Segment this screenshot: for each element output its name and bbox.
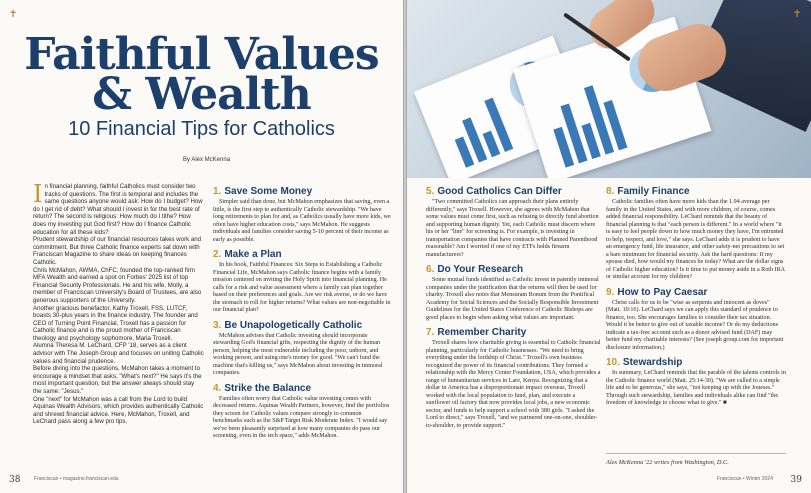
intro-paragraph: Prudent stewardship of our financial resources takes work and commitment. But three Catholic finance experts sat down with Franciscan Magazine to share ideas on keeping finances Catholic. bbox=[33, 236, 202, 266]
tip-3 bbox=[213, 320, 391, 378]
intro-paragraph: Chris McMahon, AWMA, ChFC, founded the top-ranked firm MFA Wealth and earned a spot on Forbes' 2025 list of top Financial Security Professionals. He and his wife, Molly, a member of Franciscan University's Board of Trustees, are also generous supporters of the University. bbox=[33, 266, 202, 304]
tips-column-left bbox=[213, 186, 391, 476]
tip-7 bbox=[426, 327, 601, 430]
tip-heading: 7. Remember Charity bbox=[426, 327, 527, 338]
tip-body: Families often worry that Catholic value investing comes with decreased returns. Aquinas Wealth Partners, however, find the portfolios they screen for Catholic values compare strongly to common benchmarks such as the S&P Target Risk Moderate Index. "I would say we've been pleasantly surprised at how many companies do pass our screening, even in the tech space," adds McMahon. bbox=[213, 395, 390, 439]
tip-4 bbox=[213, 383, 391, 441]
tip-body: McMahon advises that Catholic investing should incorporate stewarding God's financial gifts, respecting the dignity of the human person, helping the most vulnerable including the poor, unborn, and working person, and using one's money for good. "We can't fund the machine that's killing us," says McMahon about investing in immoral companies. bbox=[213, 332, 383, 376]
intro-paragraph: Alumna Theresa M. LeChard, CFP '18, serves as a client advisor with The Joseph Group and focuses on uniting Catholic values and financial prudence. bbox=[33, 342, 204, 365]
tip-6 bbox=[426, 264, 601, 322]
tau-cross-icon: ✝ bbox=[793, 9, 802, 20]
tip-body: Troxell shares how charitable giving is essential to Catholic financial planning, particularly for Catholic businesses. "We need to bring everything under the lordship of Christ." Troxell's own business recognized the power of its financial contributions. They formed a relationship with the Mercy Center Foundation, USA, which provides a range of humanitarian services in Lare, Kenya. Recognizing that a dollar in America has a disproportionate impact overseas, Troxell worked with the local population to fund, plan, and execute a sunflower oil factory that now provides local jobs, a new economic sector, and funds to help support a school with 380 girls. "I asked the Lord to direct," says Troxell, "and we partnered one-on-one, shoulder-to-shoulder, to provide support." bbox=[426, 340, 601, 429]
tip-heading: 3. Be Unapologetically Catholic bbox=[213, 319, 363, 331]
tips-column-right-2 bbox=[606, 186, 786, 448]
tip-heading: 1. Save Some Money bbox=[213, 186, 313, 197]
tip-body: In his book, Faithful Finances: Six Steps to Establishing a Catholic Financial Life, McMahon says Catholic finance begins with a family mission centered on inviting the Holy Spirit into financial planning. He calls for a risk and value assessment where a family can plan together based on their preferences and goals. Are we risk averse, or do we have the stomach to roll for higher returns? What values are non-negotiable in our financial plan? bbox=[213, 262, 391, 313]
tip-heading: 4. Strike the Balance bbox=[213, 382, 312, 394]
folio-right: Franciscan • Winter 2024 bbox=[717, 476, 773, 482]
tip-1 bbox=[213, 186, 391, 244]
intro-paragraph: In financial planning, faithful Catholics must consider two tracks of questions. The first is temporal and includes the same questions anyone would ask: How do I budget? How do I get rid of debt? What should I invest in for the best rate of return? The second is religious: How much do I tithe? How does my investing put God first? How do I finance Catholic education for all these kids? bbox=[33, 183, 203, 236]
financial-charts-photo bbox=[407, 0, 811, 178]
tip-heading: 6. Do Your Research bbox=[426, 264, 524, 275]
page-number-left: 38 bbox=[9, 475, 21, 485]
tau-cross-icon: ✝ bbox=[9, 9, 18, 20]
tip-body: "Two committed Catholics can approach their plans entirely differently," says Troxell. However, she agrees with McMahon that some values must come first, such as refusing to directly fund abortion and supporting human dignity. Yet, each Catholic must discern where his or her "line" for screening is. For example, is investing in transportation companies that have contracts with Planned Parenthood reasonable? Am I worried if one of my ETFs holds firearm manufacturers? bbox=[426, 199, 599, 258]
tip-body: Some mutual funds identified as Catholic invest in patently immoral companies under the justification that the returns will then be used for charity. Troxell also notes that Mensuram Bonum from the Pontifical Academy for Social Sciences and the Socially Responsible Investment Guidelines for the United States Conference of Catholic Bishops are good places to begin when asking what values are important. bbox=[426, 277, 599, 321]
byline: By Alex McKenna bbox=[183, 157, 231, 163]
tip-body: Simpler said than done, but McMahon emphasizes that saving, even a little, is the first step to authentically Catholic stewardship. "We have long retirements to plan for and, as Catholics usually have more kids, we often have higher education costs," says McMahon. He suggests individuals and families consider saving 5-10 percent of their income as early as possible. bbox=[213, 199, 391, 243]
folio-left: Franciscan • magazine.franciscan.edu bbox=[34, 476, 119, 482]
tip-heading: 2. Make a Plan bbox=[213, 249, 282, 260]
tip-10 bbox=[606, 357, 786, 408]
tip-9 bbox=[606, 287, 786, 353]
author-signoff: Alex McKenna '22 writes from Washington, D.C. bbox=[606, 459, 729, 466]
signoff-rule bbox=[606, 453, 786, 454]
tip-heading: 8. Family Finance bbox=[606, 186, 690, 197]
tip-body: In summary, LeChard reminds that the parable of the talents controls in the Catholic finance world (Matt. 25:14-30). "We are called to a simple life and to be generous," she says, "not keeping up with the Joneses." Through such stewardship, families and individuals alike can find "the freedom of knowledge to choose what to give." ■ bbox=[606, 370, 786, 406]
tip-8 bbox=[606, 186, 786, 282]
left-page bbox=[0, 0, 403, 493]
tip-heading: 10. Stewardship bbox=[606, 357, 683, 368]
intro-paragraph: Another gracious benefactor, Kathy Troxell, FSS, LUTCF, boasts 30-plus years in the finance industry. The founder and CEO of Turning Point Financial, Troxell has a passion for Catholic finance and is the proud mother of Franciscan theology and psychology sophomore, Maria Troxell. bbox=[33, 304, 198, 342]
tip-body: Catholic families often have more kids than the 1.94 average per family in the United States, and with more children, of course, comes added financial responsibility. LeChard reminds that the beauty of financial planning is that "each person is different." In a world where "it is easy to feel people down to how much money they have, I'm entrusted to help, respect, and love," she says. LeChard adds it is prudent to have an emergency fund, life insurance, and other safety-net precautions to set a bare minimum for financial security. Ask the hard questions: If my spouse died, how would my finances be today? What are the dollar signs of Catholic higher education? Is it time to put money aside in a Roth IRA or similar account for my children? bbox=[606, 199, 785, 280]
article-title-line1: Faithful Values bbox=[24, 29, 379, 80]
dropcap: I bbox=[33, 183, 43, 208]
tip-heading: 5. Good Catholics Can Differ bbox=[426, 186, 562, 197]
tip-2 bbox=[213, 249, 391, 315]
tip-5 bbox=[426, 186, 601, 259]
tip-heading: 9. How to Pay Caesar bbox=[606, 286, 708, 298]
intro-paragraph: One "next" for McMahon was a call from the Lord to build Aquinas Wealth Advisors, which provides authentically Catholic and shrewd financial advice. Here, McMahon, Troxell, and LeChard pass along a few pro tips. bbox=[33, 395, 204, 426]
intro-column bbox=[33, 183, 204, 478]
tip-body: Christ calls for us to be "wise as serpents and innocent as doves" (Matt. 10:16). LeChard says we can apply this standard of prudence to finance, too. She encourages families to consider their tax situation. Would it be better to give out of taxable income? Or do my deductions indicate a tax-free account such as a donor advised fund (DAF) may better fund my charitable interests? (See joseph group.com for important disclosure information.) bbox=[606, 299, 784, 351]
tips-column-right-1 bbox=[426, 186, 601, 476]
right-page bbox=[407, 0, 811, 493]
intro-paragraph: Before diving into the questions, McMahon takes a moment to encourage a mindset that asks, "What's next?" He says it's the most important question, but the answer always should stay the same: "Jesus." bbox=[33, 365, 202, 396]
article-title-line2: & Wealth bbox=[92, 69, 311, 120]
page-number-right: 39 bbox=[790, 475, 802, 485]
article-subtitle: 10 Financial Tips for Catholics bbox=[68, 118, 335, 140]
